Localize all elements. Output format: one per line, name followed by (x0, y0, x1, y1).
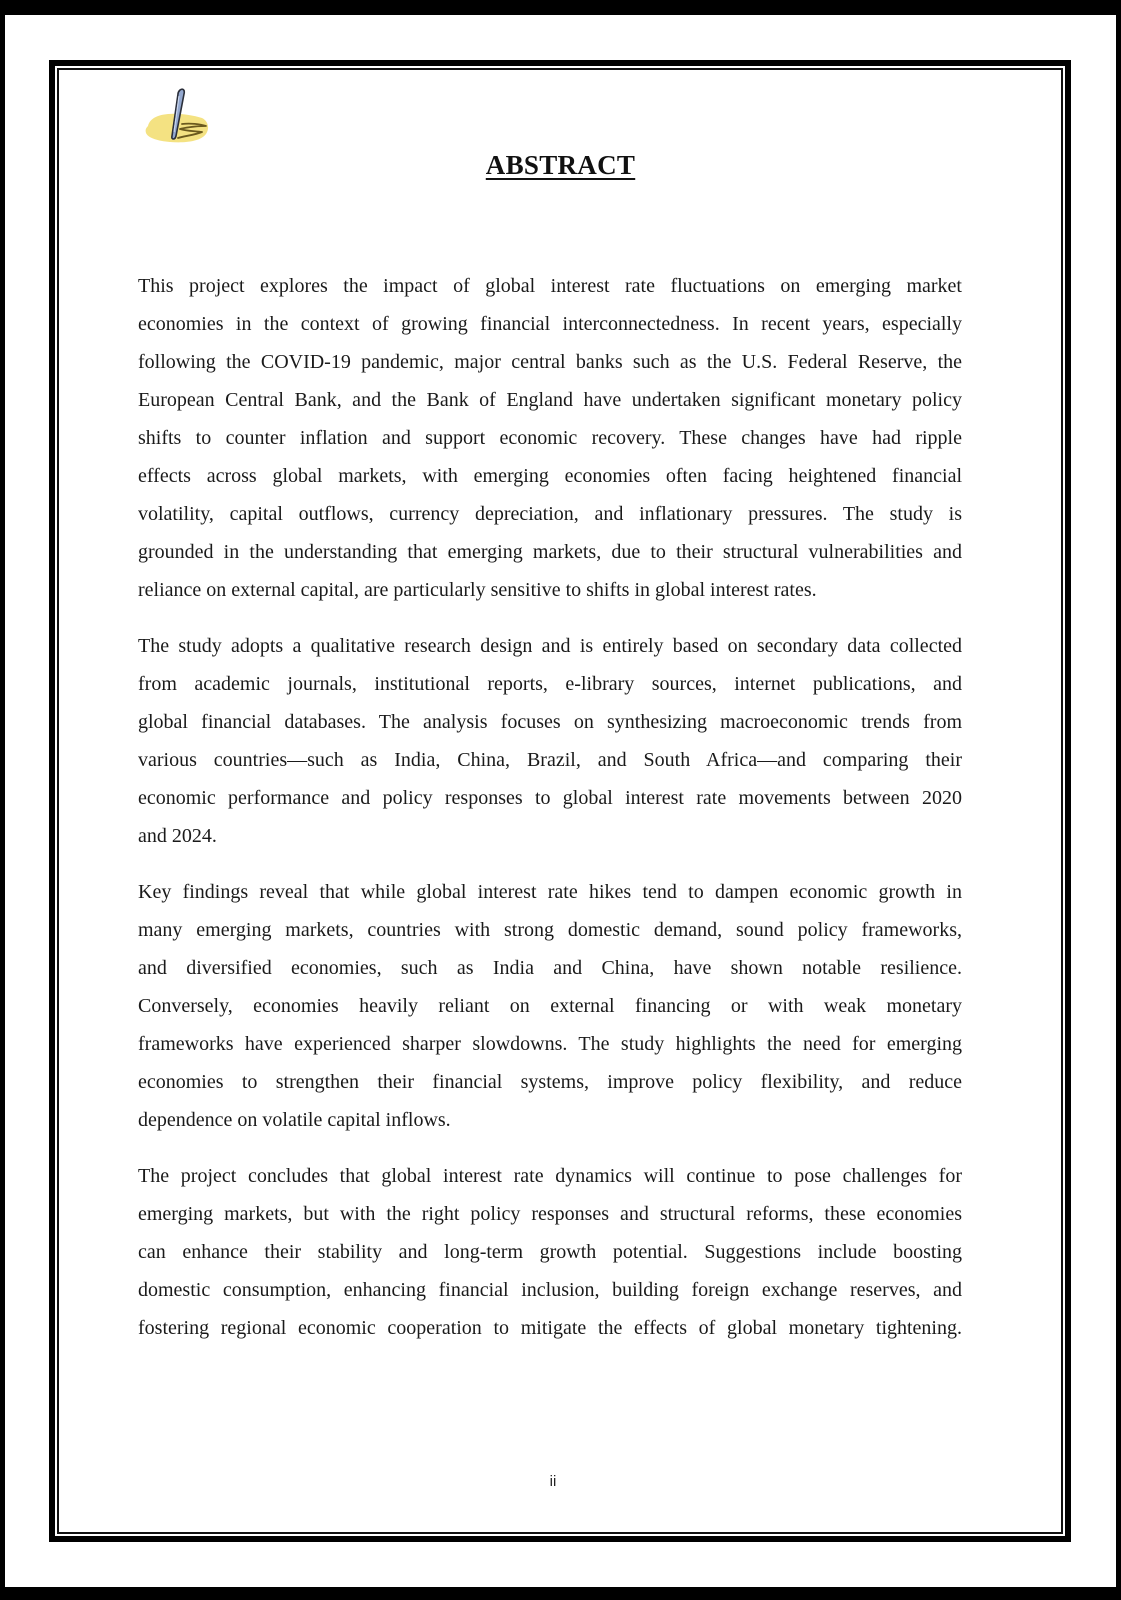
text-line: economies to strengthen their financial systems, improve policy flexibility, and reduce (138, 1071, 962, 1093)
page-number: ii (549, 1473, 557, 1490)
text-line: can enhance their stability and long-term growth potential. Suggestions include boosting (138, 1241, 962, 1263)
text-line: frameworks have experienced sharper slowdowns. The study highlights the need for emerging (138, 1033, 962, 1055)
abstract-title: ABSTRACT (485, 150, 636, 180)
text-line: economic performance and policy responses to global interest rate movements between 2020 (138, 787, 962, 809)
text-line: from academic journals, institutional reports, e-library sources, internet publications, and (138, 673, 962, 695)
abstract-body (138, 267, 962, 1365)
text-line: and diversified economies, such as India and China, have shown notable resilience. (138, 957, 962, 979)
text-line: The project concludes that global interest rate dynamics will continue to pose challenges for (138, 1165, 962, 1187)
text-line: emerging markets, but with the right policy responses and structural reforms, these economies (138, 1203, 962, 1225)
text-line: Conversely, economies heavily reliant on external financing or with weak monetary (138, 995, 962, 1017)
text-line: Key findings reveal that while global interest rate hikes tend to dampen economic growth in (138, 881, 962, 903)
abstract-heading (5, 150, 1116, 181)
text-line: This project explores the impact of global interest rate fluctuations on emerging market (138, 275, 962, 297)
text-line: European Central Bank, and the Bank of England have undertaken significant monetary policy (138, 389, 962, 411)
text-line: volatility, capital outflows, currency depreciation, and inflationary pressures. The study is (138, 503, 962, 525)
paragraph-3 (138, 873, 962, 1139)
pen-writing-icon (140, 88, 215, 150)
text-line: The study adopts a qualitative research design and is entirely based on secondary data collected (138, 635, 962, 657)
text-line: and 2024. (138, 825, 217, 847)
text-line: dependence on volatile capital inflows. (138, 1109, 451, 1131)
text-line: reliance on external capital, are particularly sensitive to shifts in global interest rates. (138, 579, 817, 601)
text-line: effects across global markets, with emerging economies often facing heightened financial (138, 465, 962, 487)
paragraph-2 (138, 627, 962, 855)
text-line: grounded in the understanding that emerging markets, due to their structural vulnerabilities and (138, 541, 962, 563)
text-line: domestic consumption, enhancing financial inclusion, building foreign exchange reserves, and (138, 1279, 962, 1301)
text-line: many emerging markets, countries with strong domestic demand, sound policy frameworks, (138, 919, 962, 941)
text-line: shifts to counter inflation and support economic recovery. These changes have had ripple (138, 427, 962, 449)
text-line: various countries—such as India, China, Brazil, and South Africa—and comparing their (138, 749, 962, 771)
paragraph-1 (138, 267, 962, 609)
page-sheet (5, 15, 1116, 1587)
text-line: economies in the context of growing financial interconnectedness. In recent years, especially (138, 313, 962, 335)
text-line: following the COVID-19 pandemic, major central banks such as the U.S. Federal Reserve, the (138, 351, 962, 373)
text-line: global financial databases. The analysis focuses on synthesizing macroeconomic trends from (138, 711, 962, 733)
text-line: fostering regional economic cooperation to mitigate the effects of global monetary tightening. (138, 1317, 962, 1339)
paragraph-4 (138, 1157, 962, 1347)
